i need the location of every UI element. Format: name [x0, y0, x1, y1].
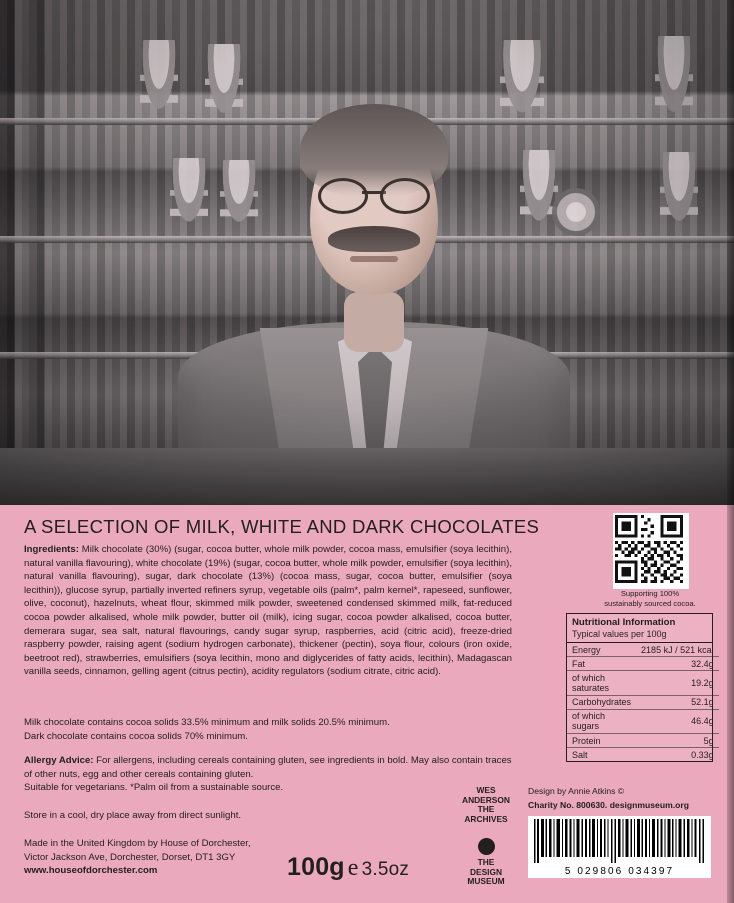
barcode-number: 5 029806 034397 — [564, 866, 675, 877]
nutrition-row-value: 52.1g — [636, 695, 719, 709]
product-heading: A SELECTION OF MILK, WHITE AND DARK CHOCOLATES — [24, 516, 540, 537]
nutrition-row-name: of which saturates — [567, 671, 636, 695]
nutrition-row-name: Fat — [567, 657, 636, 671]
allergy-advice — [24, 754, 512, 795]
charity-credit — [528, 800, 689, 810]
wa-line-4: ARCHIVES — [464, 813, 508, 824]
table-row — [567, 709, 719, 733]
ingredients-text: Milk chocolate (30%) (sugar, cocoa butter, whole milk powder, cocoa mass, emulsifier (soya lecithin), natural vanilla flavouring), white chocolate (19%) (sugar, cocoa butter, whole milk powder, emulsifier (soya lecithin), natural vanilla flavouring), sugar, dark chocolate (13%) (cocoa mass, sugar, cocoa butter, emulsifier (soya lecithin)), glucose syrup, partially inverted refiners syrup, vegetable oils (palm*, palm kernel*, rapeseed, sunflower, olive, coconut), hazelnuts, wheat flour, skimmed milk powder, sweetened condensed skimmed milk, fat-reduced cocoa powder alkalised, whole milk powder, butter oil (milk), icing sugar, cocoa powder alkalised, cocoa butter, demerara sugar, sea salt, natural flavourings, candy sugar syrup, raspberries, acid (citric acid), freeze-dried raspberry powder, raising agent (sodium hydrogen carbonate), thickener (pectin), soya flour, colours (iron oxide, beetroot red), strawberries, emulsifiers (soya lecithin, mono and diglycerides of fatty acids, lecithin), Madagascan vanilla seeds, cinnamon, gelling agent (citrus pectin), acidity regulators (sodium citrate, citric acid). — [24, 544, 512, 678]
nutrition-row-value: 46.4g — [636, 709, 719, 733]
weight-metric: 100g — [287, 853, 345, 881]
manufacturer-line-2: Victor Jackson Ave, Dorchester, Dorset, DT1 3GY — [24, 851, 236, 863]
dm-line-2: DESIGN — [469, 866, 503, 877]
net-weight — [287, 853, 409, 882]
wa-line-2: ANDERSON — [462, 794, 510, 805]
nutrition-row-value: 2185 kJ / 521 kcal — [641, 644, 714, 655]
allergy-label: Allergy Advice: — [24, 755, 94, 766]
milk-solids-line: Milk chocolate contains cocoa solids 33.5% minimum and milk solids 20.5% minimum. — [24, 717, 390, 728]
barcode — [528, 816, 711, 878]
box-edge-shadow — [727, 0, 734, 903]
estimated-sign-icon: e — [347, 855, 359, 881]
charity-website[interactable]: designmuseum.org — [609, 800, 689, 810]
nutrition-row-value: 5g — [636, 733, 719, 747]
table-row — [567, 657, 719, 671]
ingredients-paragraph — [24, 543, 512, 679]
nutrition-row-name: Protein — [567, 733, 636, 747]
table-row — [567, 748, 719, 762]
nutrition-row-name: Salt — [567, 748, 636, 762]
table-row — [567, 643, 719, 657]
dark-solids-line: Dark chocolate contains cocoa solids 70% minimum. — [24, 731, 248, 742]
charity-number: Charity No. 800630. — [528, 800, 608, 810]
table-row — [567, 671, 719, 695]
manufacturer-website[interactable]: www.houseofdorchester.com — [24, 865, 158, 877]
wes-anderson-archives-logo — [457, 786, 515, 824]
museum-dot-icon — [478, 838, 495, 855]
wa-line-3: THE — [477, 804, 495, 815]
nutrition-row-value: 19.2g — [636, 671, 719, 695]
nutrition-table — [566, 613, 713, 762]
table-row — [567, 733, 719, 747]
qr-caption-line-2: sustainably sourced cocoa. — [604, 599, 696, 608]
nutrition-row-name: Energy — [572, 644, 601, 655]
barcode-bars — [532, 819, 707, 863]
qr-caption-line-1: Supporting 100% — [620, 589, 680, 598]
dm-line-1: THE — [477, 857, 495, 867]
qr-caption — [594, 589, 706, 609]
qr-code-icon[interactable] — [613, 513, 689, 589]
nutrition-row-name: of which sugars — [567, 709, 636, 733]
nutrition-row-name: Carbohydrates — [567, 695, 636, 709]
wa-line-1: WES — [476, 785, 496, 795]
storage-note: Store in a cool, dry place away from direct sunlight. — [24, 810, 242, 821]
weight-imperial: 3.5oz — [361, 859, 410, 880]
vegetarian-note: Suitable for vegetarians. *Palm oil from a sustainable source. — [24, 782, 284, 794]
dm-line-3: MUSEUM — [467, 876, 505, 887]
allergy-text: For allergens, including cereals containing gluten, see ingredients in bold. May also contain traces of other nuts, egg and other cereals containing gluten. — [24, 755, 512, 780]
cocoa-solids-note — [24, 716, 512, 744]
nutrition-subtitle: Typical values per 100g — [567, 629, 712, 643]
table-row — [567, 695, 719, 709]
ingredients-label: Ingredients: — [24, 544, 79, 555]
nutrition-row-value: 0.33g — [636, 748, 719, 762]
design-credit: Design by Annie Atkins © — [528, 786, 625, 796]
nutrition-row-value: 32.4g — [636, 657, 719, 671]
nutrition-title: Nutritional Information — [572, 617, 676, 628]
design-museum-logo — [457, 838, 515, 887]
manufacturer-line-1: Made in the United Kingdom by House of Dorchester, — [24, 838, 251, 849]
label-panel — [0, 505, 734, 903]
